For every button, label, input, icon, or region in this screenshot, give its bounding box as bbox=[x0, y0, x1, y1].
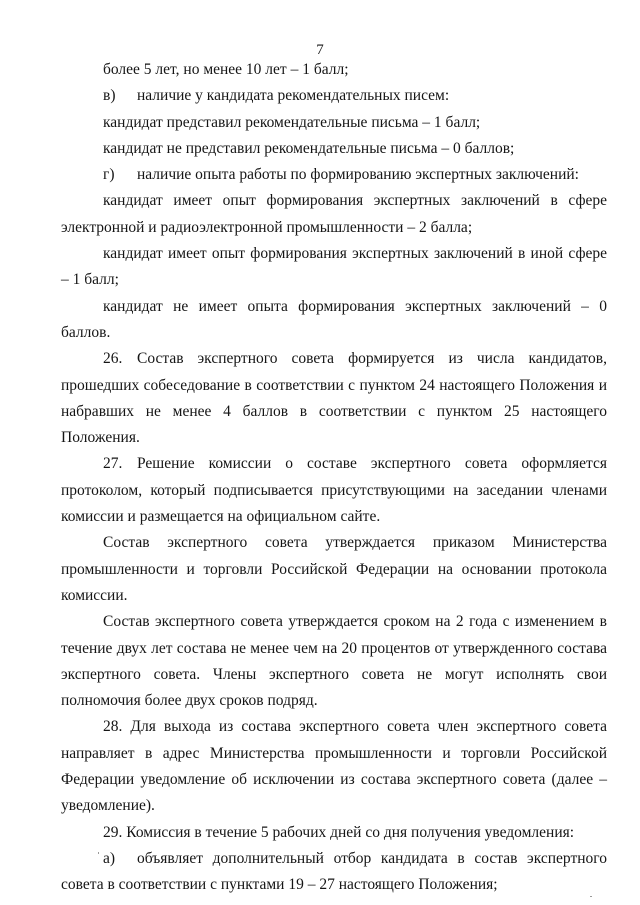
paragraph-text: кандидат имеет опыт формирования экспертных заключений в сфере электронной и радиоэлектронной промышленности – 2 балла; bbox=[61, 192, 607, 236]
paragraph-text: кандидат не представил рекомендательные письма – 0 баллов; bbox=[103, 139, 515, 157]
scan-speck bbox=[590, 896, 592, 897]
paragraph-text: 29. Комиссия в течение 5 рабочих дней со дня получения уведомления: bbox=[103, 823, 575, 841]
numbered-paragraph bbox=[61, 451, 607, 530]
paragraph bbox=[61, 820, 607, 846]
paragraph-text: 28. Для выхода из состава экспертного совета член экспертного совета направляет в адрес Министерства промышленности и торговли Российской Федерации уведомление об исключении из состава экспертного совета (далее – уведомление). bbox=[61, 718, 607, 815]
list-item-text: объявляет дополнительный отбор кандидата в состав экспертного совета в соответствии с пунктами 19 – 27 настоящего Положения; bbox=[61, 849, 607, 894]
numbered-paragraph bbox=[61, 346, 607, 451]
scan-speck bbox=[98, 852, 99, 854]
list-label: г) bbox=[103, 166, 115, 184]
paragraph-number: 26. bbox=[103, 350, 123, 368]
paragraph-text: кандидат имеет опыт формирования экспертных заключений в иной сфере – 1 балл; bbox=[61, 245, 607, 289]
paragraph bbox=[61, 188, 607, 241]
list-label: а) bbox=[103, 849, 116, 867]
paragraph bbox=[61, 294, 607, 347]
list-label: в) bbox=[103, 87, 116, 105]
paragraph-text: более 5 лет, но менее 10 лет – 1 балл; bbox=[103, 61, 349, 78]
paragraph-text: Состав экспертного совета формируется из числа кандидатов, прошедших собеседование в соответствии с пунктом 24 настоящего Положения и набравших не менее 4 баллов в соответствии с пунктом 25 настоящего Положения. bbox=[61, 350, 607, 447]
paragraph-text: Решение комиссии о составе экспертного совета оформляется протоколом, который подписывается присутствующими на заседании членами комиссии и размещается на официальном сайте. bbox=[61, 455, 607, 526]
paragraph-text: кандидат не имеет опыта формирования экспертных заключений – 0 баллов. bbox=[61, 297, 607, 341]
list-item-text: наличие опыта работы по формированию экспертных заключений: bbox=[137, 166, 579, 184]
paragraph bbox=[61, 57, 607, 83]
list-item bbox=[61, 846, 607, 899]
page-number: 7 bbox=[316, 42, 324, 58]
list-item bbox=[61, 83, 607, 109]
list-item bbox=[61, 162, 607, 188]
list-item-text: наличие у кандидата рекомендательных писем: bbox=[137, 87, 450, 105]
paragraph-text: кандидат представил рекомендательные письма – 1 балл; bbox=[103, 113, 481, 131]
document-body bbox=[61, 57, 607, 899]
paragraph bbox=[61, 714, 607, 819]
paragraph bbox=[61, 110, 607, 136]
paragraph bbox=[61, 530, 607, 609]
paragraph-text: Состав экспертного совета утверждается сроком на 2 года с изменением в течение двух лет состава не менее чем на 20 процентов от утвержденного состава экспертного совета. Члены экспертного совета не могут исполнять свои полномочия более двух сроков подряд. bbox=[61, 613, 607, 710]
paragraph bbox=[61, 609, 607, 714]
paragraph bbox=[61, 136, 607, 162]
paragraph bbox=[61, 241, 607, 294]
paragraph-text: Состав экспертного совета утверждается приказом Министерства промышленности и торговли Российской Федерации на основании протокола комиссии. bbox=[61, 534, 607, 604]
paragraph-number: 27. bbox=[103, 455, 123, 473]
